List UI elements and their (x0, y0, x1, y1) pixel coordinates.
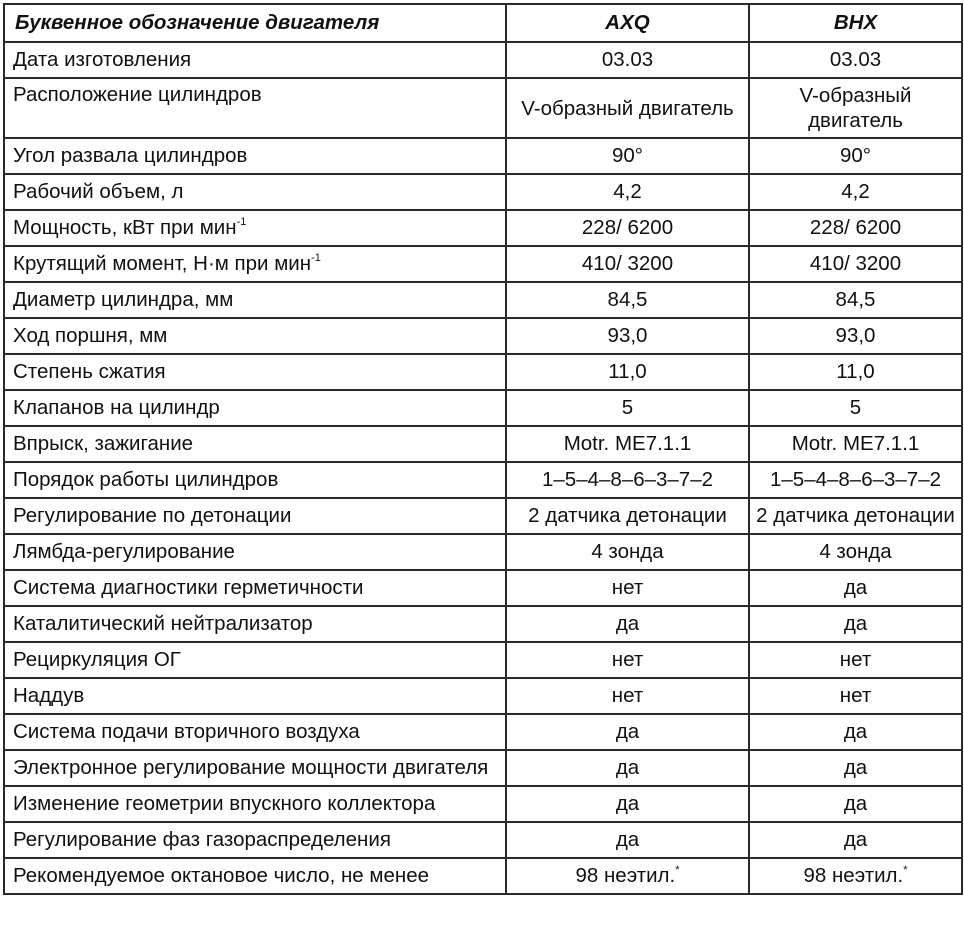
row-bhx: 4 зонда (749, 534, 962, 570)
row-param-superscript: -1 (311, 252, 321, 264)
table-row (4, 210, 962, 246)
row-bhx: 4,2 (749, 174, 962, 210)
row-param-cell (4, 210, 506, 246)
row-bhx: 98 неэтил. (803, 864, 904, 887)
table-row (4, 822, 962, 858)
row-bhx: 2 датчика детонации (749, 498, 962, 534)
row-axq-footnote: * (675, 864, 680, 876)
row-axq: 11,0 (506, 354, 749, 390)
row-bhx: да (749, 606, 962, 642)
table-row (4, 786, 962, 822)
row-param: Дата изготовления (4, 42, 506, 78)
row-bhx: нет (749, 642, 962, 678)
row-param: Рекомендуемое октановое число, не менее (4, 858, 506, 894)
row-bhx: V-образный двигатель (749, 78, 962, 138)
row-axq: нет (506, 642, 749, 678)
row-axq: 4 зонда (506, 534, 749, 570)
row-param: Изменение геометрии впускного коллектора (4, 786, 506, 822)
header-param: Буквенное обозначение двигателя (4, 4, 506, 42)
table-row (4, 462, 962, 498)
table-row (4, 534, 962, 570)
row-axq: 84,5 (506, 282, 749, 318)
row-param: Наддув (4, 678, 506, 714)
row-bhx: нет (749, 678, 962, 714)
table-row (4, 858, 962, 894)
row-param: Мощность, кВт при мин (13, 216, 237, 239)
row-param: Крутящий момент, Н·м при мин (13, 252, 312, 275)
table-row (4, 498, 962, 534)
row-param: Впрыск, зажигание (4, 426, 506, 462)
row-bhx: 90° (749, 138, 962, 174)
row-bhx: 228/ 6200 (749, 210, 962, 246)
row-bhx: да (749, 714, 962, 750)
table-row (4, 42, 962, 78)
row-axq: нет (506, 678, 749, 714)
row-axq: 90° (506, 138, 749, 174)
row-axq: да (506, 714, 749, 750)
row-param: Расположение цилиндров (4, 78, 506, 138)
row-bhx: 410/ 3200 (749, 246, 962, 282)
table-row (4, 606, 962, 642)
table-row (4, 714, 962, 750)
row-axq: нет (506, 570, 749, 606)
row-param: Электронное регулирование мощности двигателя (4, 750, 506, 786)
row-axq: 4,2 (506, 174, 749, 210)
header-bhx: BHX (749, 4, 962, 42)
table-row (4, 138, 962, 174)
row-param-cell (4, 246, 506, 282)
row-axq: 228/ 6200 (506, 210, 749, 246)
row-bhx: 11,0 (749, 354, 962, 390)
row-param: Лямбда-регулирование (4, 534, 506, 570)
row-param: Рабочий объем, л (4, 174, 506, 210)
row-bhx: да (749, 570, 962, 606)
row-axq: да (506, 786, 749, 822)
row-param: Степень сжатия (4, 354, 506, 390)
table-row (4, 426, 962, 462)
table-row (4, 246, 962, 282)
row-axq: 2 датчика детонации (506, 498, 749, 534)
table-row (4, 750, 962, 786)
row-axq: да (506, 750, 749, 786)
row-param: Ход поршня, мм (4, 318, 506, 354)
row-bhx: 1–5–4–8–6–3–7–2 (749, 462, 962, 498)
row-axq: да (506, 606, 749, 642)
row-axq: 1–5–4–8–6–3–7–2 (506, 462, 749, 498)
row-axq: Motr. ME7.1.1 (506, 426, 749, 462)
row-param: Регулирование по детонации (4, 498, 506, 534)
table-row (4, 570, 962, 606)
row-param: Каталитический нейтрализатор (4, 606, 506, 642)
row-axq: 410/ 3200 (506, 246, 749, 282)
row-param: Регулирование фаз газораспределения (4, 822, 506, 858)
row-param: Система диагностики герметичности (4, 570, 506, 606)
row-axq: V-образный двигатель (506, 78, 749, 138)
row-param: Порядок работы цилиндров (4, 462, 506, 498)
table-row (4, 390, 962, 426)
engine-spec-table (3, 3, 963, 895)
table-row (4, 78, 962, 138)
row-bhx: Motr. ME7.1.1 (749, 426, 962, 462)
row-axq: 03.03 (506, 42, 749, 78)
row-param: Угол развала цилиндров (4, 138, 506, 174)
row-bhx: 84,5 (749, 282, 962, 318)
row-bhx: 5 (749, 390, 962, 426)
row-param: Клапанов на цилиндр (4, 390, 506, 426)
row-param: Рециркуляция ОГ (4, 642, 506, 678)
row-bhx: 03.03 (749, 42, 962, 78)
row-axq: да (506, 822, 749, 858)
row-bhx: да (749, 786, 962, 822)
row-bhx: 93,0 (749, 318, 962, 354)
row-bhx: да (749, 750, 962, 786)
header-axq: AXQ (506, 4, 749, 42)
row-bhx: да (749, 822, 962, 858)
row-axq-cell (506, 858, 749, 894)
table-row (4, 678, 962, 714)
table-header-row (4, 4, 962, 42)
table-row (4, 642, 962, 678)
row-axq: 93,0 (506, 318, 749, 354)
table-row (4, 318, 962, 354)
row-param-superscript: -1 (236, 216, 247, 228)
row-bhx-cell (749, 858, 962, 894)
row-axq: 98 неэтил. (575, 864, 676, 887)
table-row (4, 282, 962, 318)
row-axq: 5 (506, 390, 749, 426)
row-param: Диаметр цилиндра, мм (4, 282, 506, 318)
row-param: Система подачи вторичного воздуха (4, 714, 506, 750)
row-bhx-footnote: * (903, 864, 908, 876)
table-row (4, 354, 962, 390)
table-row (4, 174, 962, 210)
